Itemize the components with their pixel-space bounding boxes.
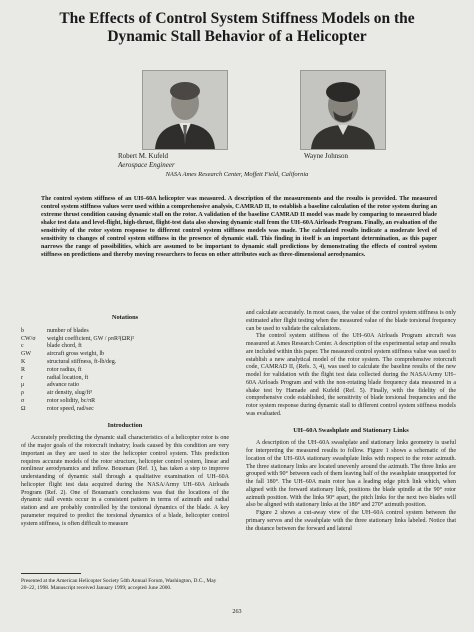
title-line-2: Dynamic Stall Behavior of a Helicopter <box>107 28 367 45</box>
paragraph: A description of the UH–60A swashplate and stationary links geometry is useful for interpreting the measured results to follow. Figure 1 shows a schematic of the location of the UH–60A stationary swashplate links with respect to the rotor azimuth. The three stationary links are located unevenly around the azimuth. The three links are grouped with 90° between each of them leaving half of the swashplate unsupported for the fall 180°. The UH–60A main rotor has a leading edge pitch link which, when aligned with the forward stationary link, positions the blade spindle at the 90° rotor azimuth position. With the links 90° apart, the pitch links for the next two blades will also be aligned with stationary links at the 180° and 270° azimuth position. <box>246 440 456 509</box>
symbol-description: blade chord, ft <box>47 343 82 350</box>
symbol-description: number of blades <box>47 327 89 334</box>
symbol: b <box>21 327 24 334</box>
right-column <box>246 310 456 533</box>
notation-row <box>21 375 229 383</box>
author-name: Robert M. Kufeld <box>118 152 168 160</box>
symbol: ρ <box>21 390 24 397</box>
footnote-rule <box>21 573 81 574</box>
author-block-kufeld <box>118 152 175 169</box>
symbol: μ <box>21 382 25 389</box>
introduction-paragraph: Accurately predicting the dynamic stall characteristics of a helicopter rotor is one of the major goals of the rotorcraft industry; loads caused by this condition are very important as they are used to size the helicopter control system. This prediction requires accurate models of the rotor structure, helicopter control system, linear and nonlinear aerodynamics and inflow. Bousman (Ref. 1), has taken a step to improve understanding of dynamic stall through a qualitative examination of UH–60A helicopter flight test data acquired during the NASA/Army UH–60A Airloads Program (Ref. 2). One of Bousman's conclusions was that the locations of the dynamic stall events occur in a consistent pattern in terms of azimuth and radial station and are probably controlled by the torsional dynamics of the blade. A key parameter required to predict the torsional dynamics of a blade, helicopter control system stiffness, is often difficult to measure <box>21 435 229 527</box>
symbol-description: structural stiffness, ft-lb/deg. <box>47 358 117 365</box>
abstract: The control system stiffness of an UH–60A helicopter was measured. A description of the measurements and the results is provided. The measured control system stiffness values were used within a comprehensive analysis, CAMRAD II, to establish a baseline calculation of the rotor system during an extreme thrust condition causing dynamic stall on the rotor. A validation of the baseline CAMRAD II model was made by comparing to measured blade shake test data and level-flight, high-thrust, flight-test data also showing dynamic stall from the UH–60A Airloads Program. Finally, an evaluation of the sensitivity of the rotor system response to different control system stiffness models was made. The calculated results indicate a moderate level of sensitivity to changes of control system stiffness in the presence of dynamic stall. This finding in itself is an important determination, as this paper narrows the range of possibilities, which are assumed to be important to dynamic stall predictions by demonstrating the effects of control system stiffness on predictions and thereby moving researchers to focus on other attributes such as three-dimensional aerodynamics. <box>41 196 437 258</box>
notation-row <box>21 367 229 375</box>
paragraph: and calculate accurately. In most cases, the value of the control system stiffness is only estimated after flight testing when the measured value of the blade torsional frequency can be used to validate the calculations. <box>246 310 456 332</box>
symbol: R <box>21 366 26 373</box>
notation-row <box>21 382 229 390</box>
symbol: σ <box>21 397 25 404</box>
notation-row <box>21 406 229 414</box>
symbol-description: rotor speed, rad/sec <box>47 405 94 412</box>
title-line-1: The Effects of Control System Stiffness Models on the <box>59 10 415 27</box>
author-name: Wayne Johnson <box>304 152 348 160</box>
author-block-johnson <box>304 152 348 161</box>
symbol-description: rotor solidity, bc/πR <box>47 397 96 404</box>
symbol: r <box>21 374 23 381</box>
page-number: 263 <box>232 608 242 615</box>
author-role: Aerospace Engineer <box>118 160 175 169</box>
symbol: CW/σ <box>21 335 36 342</box>
symbol: Ω <box>21 405 26 412</box>
notation-row <box>21 359 229 367</box>
introduction-heading: Introduction <box>107 421 143 429</box>
left-column <box>21 310 229 528</box>
symbol-description: weight coefficient, GW / ρπR²(ΩR)² <box>47 335 135 342</box>
swashplate-heading: UH–60A Swashplate and Stationary Links <box>293 426 409 434</box>
author-photo-kufeld <box>142 70 228 150</box>
notation-row <box>21 328 229 336</box>
paper-title <box>0 10 474 46</box>
affiliation: NASA Ames Research Center, Moffett Field, California <box>165 171 309 178</box>
symbol-description: air density, slug/ft³ <box>47 390 92 397</box>
paragraph: Figure 2 shows a cut-away view of the UH–60A control system between the primary servos and the swashplate with the three stationary links labeled. Notice that the distance between the forward and lateral <box>246 510 456 532</box>
notation-row <box>21 351 229 359</box>
notation-row <box>21 390 229 398</box>
notation-heading: Notations <box>111 314 139 321</box>
symbol-description: aircraft gross weight, lb <box>47 351 104 358</box>
paragraph: The control system stiffness of the UH–60A Airloads Program aircraft was measured at Ames Research Center. A description of the experimental setup and results are included within this paper. The measured control system stiffness value was used to establish a new analytical model of the rotor system. The comprehensive rotorcraft code, CAMRAD II, (Refs. 3, 4), was used to calculate the baseline results of the new model for validation with the flight test data collected during the NASA/Army UH–60A Airloads Program and with the non-rotating blade frequency data measured in a shake test by Hamade and Kufeld (Ref. 5). Finally, with the fidelity of the comprehensive code established, the sensitivity of blade torsional frequencies and the rotor system response during dynamic stall to different control system stiffness models was evaluated. <box>246 333 456 417</box>
symbol-description: rotor radius, ft <box>47 366 82 373</box>
symbol-description: radial location, ft <box>47 374 89 381</box>
notation-row <box>21 343 229 351</box>
footnote: Presented at the American Helicopter Society 54th Annual Forum, Washington, D.C., May 20–22, 1998. Manuscript received January 1999; accepted June 2000. <box>21 578 217 591</box>
author-photo-johnson <box>300 70 386 150</box>
symbol: GW <box>21 351 31 358</box>
notation-list <box>21 328 229 414</box>
symbol: K <box>21 358 26 365</box>
notation-row <box>21 398 229 406</box>
symbol-description: advance ratio <box>47 382 80 389</box>
symbol: c <box>21 343 24 350</box>
